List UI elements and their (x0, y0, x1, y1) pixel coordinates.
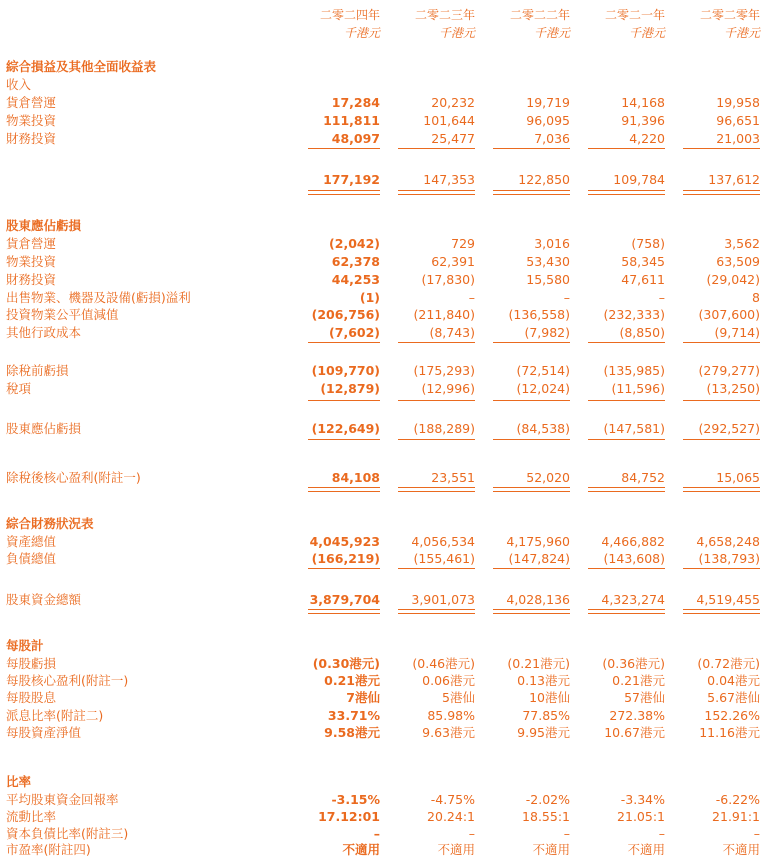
cell-value: (12,879) (320, 381, 380, 396)
row-label: 股東應佔虧損 (6, 421, 82, 436)
cell-value: 25,477 (431, 131, 475, 146)
rule-line (398, 342, 475, 343)
cell-value: 不適用 (722, 842, 760, 857)
cell-value: (166,219) (311, 551, 380, 566)
cell-value: 5港仙 (442, 690, 475, 705)
cell-value: 不適用 (342, 842, 380, 857)
rule-line (588, 190, 665, 195)
rule-line (588, 342, 665, 343)
cell-value: 17.12:01 (318, 809, 380, 824)
cell-value: (206,756) (311, 307, 380, 322)
cell-value: (12,996) (421, 381, 475, 396)
rule-line (308, 342, 380, 343)
table-row (0, 94, 767, 112)
cell-value: 52,020 (526, 470, 570, 485)
cell-value: (8,743) (429, 325, 475, 340)
cell-value: 85.98% (427, 708, 475, 723)
cell-value: 84,752 (621, 470, 665, 485)
cell-value: 0.21港元 (324, 673, 380, 688)
cell-value: (122,649) (311, 421, 380, 436)
cell-value: (138,793) (698, 551, 760, 566)
cell-value: 23,551 (431, 470, 475, 485)
table-row (0, 591, 767, 609)
year-header-2021 (605, 6, 665, 42)
cell-value: 33.71% (327, 708, 380, 723)
cell-value: 84,108 (331, 470, 380, 485)
cell-value: 177,192 (323, 172, 380, 187)
year-header-2020 (700, 6, 760, 42)
cell-value: (0.36港元) (602, 656, 665, 671)
cell-value: 0.06港元 (422, 673, 475, 688)
cell-value: (155,461) (413, 551, 475, 566)
cell-value: -2.02% (525, 792, 570, 807)
row-label: 財務投資 (6, 272, 57, 287)
cell-value: 不適用 (532, 842, 570, 857)
row-label: 每股股息 (6, 690, 57, 705)
rule-line (683, 400, 760, 401)
rule-line (588, 568, 665, 569)
cell-value: 21.05:1 (617, 809, 665, 824)
row-label: 稅項 (6, 381, 32, 396)
cell-value: 不適用 (627, 842, 665, 857)
table-row (0, 171, 767, 189)
cell-value: 4,220 (629, 131, 665, 146)
cell-value: (1) (359, 290, 380, 305)
rule-line (683, 439, 760, 440)
cell-value: 147,353 (423, 172, 475, 187)
cell-value: 不適用 (437, 842, 475, 857)
rule-line (588, 148, 665, 149)
rule-line (398, 190, 475, 195)
rule-line (308, 190, 380, 195)
cell-value: 4,466,882 (601, 534, 665, 549)
cell-value: (147,824) (508, 551, 570, 566)
table-row (0, 689, 767, 707)
unit-label: 千港元 (343, 26, 380, 40)
cell-value: 21.91:1 (712, 809, 760, 824)
cell-value: -6.22% (715, 792, 760, 807)
cell-value: 19,719 (526, 95, 570, 110)
row-label: 貨倉營運 (6, 95, 57, 110)
cell-value: (307,600) (698, 307, 760, 322)
rule-line (308, 148, 380, 149)
cell-value: 3,562 (724, 236, 760, 251)
cell-value: 19,958 (716, 95, 760, 110)
cell-value: (0.72港元) (697, 656, 760, 671)
section-title-ratios: 比率 (6, 774, 32, 789)
cell-value: (12,024) (516, 381, 570, 396)
table-row (0, 253, 767, 271)
cell-value: 91,396 (621, 113, 665, 128)
cell-value: (143,608) (603, 551, 665, 566)
cell-value: (211,840) (413, 307, 475, 322)
section-title-per-share: 每股計 (6, 638, 44, 653)
year-header-2023 (415, 6, 475, 42)
cell-value: – (563, 290, 570, 305)
cell-value: 9.95港元 (517, 725, 570, 740)
table-row (0, 130, 767, 148)
cell-value: -3.34% (620, 792, 665, 807)
cell-value: 729 (451, 236, 475, 251)
rule-line (493, 609, 570, 614)
section-title-financial-position: 綜合財務狀況表 (6, 516, 94, 531)
cell-value: (7,602) (329, 325, 380, 340)
row-label: 貨倉營運 (6, 236, 57, 251)
table-row (0, 791, 767, 809)
table-row (0, 289, 767, 307)
cell-value: 137,612 (708, 172, 760, 187)
cell-value: (2,042) (329, 236, 380, 251)
rule-line (308, 439, 380, 440)
cell-value: 4,519,455 (696, 592, 760, 607)
table-row (0, 235, 767, 253)
cell-value: 0.13港元 (517, 673, 570, 688)
cell-value: 96,651 (716, 113, 760, 128)
cell-value: (0.46港元) (412, 656, 475, 671)
rule-line (308, 609, 380, 614)
cell-value: (29,042) (706, 272, 760, 287)
rule-line (493, 190, 570, 195)
section-title-loss: 股東應佔虧損 (6, 218, 82, 233)
rule-line (493, 400, 570, 401)
cell-value: 101,644 (423, 113, 475, 128)
rule-line (683, 342, 760, 343)
row-label: 物業投資 (6, 254, 57, 269)
cell-value: (8,850) (619, 325, 665, 340)
cell-value: 3,879,704 (309, 592, 380, 607)
cell-value: 111,811 (323, 113, 380, 128)
table-row (0, 841, 767, 859)
cell-value: 17,284 (331, 95, 380, 110)
rule-line (683, 190, 760, 195)
rule-line (493, 439, 570, 440)
cell-value: 3,901,073 (411, 592, 475, 607)
cell-value: 9.63港元 (422, 725, 475, 740)
cell-value: 122,850 (518, 172, 570, 187)
cell-value: (13,250) (706, 381, 760, 396)
cell-value: – (468, 826, 475, 841)
cell-value: 152.26% (704, 708, 760, 723)
rule-line (683, 487, 760, 492)
row-label: 平均股東資金回報率 (6, 792, 119, 807)
rule-line (308, 400, 380, 401)
cell-value: (175,293) (413, 363, 475, 378)
cell-value: (0.30港元) (312, 656, 380, 671)
cell-value: 53,430 (526, 254, 570, 269)
table-row (0, 533, 767, 551)
cell-value: – (373, 826, 380, 841)
section-title-income: 綜合損益及其他全面收益表 (6, 59, 157, 74)
rule-line (588, 400, 665, 401)
row-label: 資本負債比率(附註三) (6, 826, 129, 841)
cell-value: 21,003 (716, 131, 760, 146)
row-label: 資產總值 (6, 534, 57, 549)
cell-value: 44,253 (331, 272, 380, 287)
table-row (0, 420, 767, 438)
rule-line (493, 568, 570, 569)
table-row (0, 707, 767, 725)
cell-value: 7港仙 (346, 690, 380, 705)
cell-value: (109,770) (311, 363, 380, 378)
rule-line (308, 568, 380, 569)
year-header-2022 (510, 6, 570, 42)
cell-value: (11,596) (611, 381, 665, 396)
cell-value: 62,391 (431, 254, 475, 269)
cell-value: 10.67港元 (604, 725, 665, 740)
cell-value: (147,581) (603, 421, 665, 436)
rule-line (493, 487, 570, 492)
row-label: 派息比率(附註二) (6, 708, 104, 723)
cell-value: 57港仙 (624, 690, 665, 705)
table-row (0, 271, 767, 289)
cell-value: 96,095 (526, 113, 570, 128)
cell-value: 4,045,923 (309, 534, 380, 549)
cell-value: (17,830) (421, 272, 475, 287)
cell-value: 77.85% (522, 708, 570, 723)
cell-value: 4,323,274 (601, 592, 665, 607)
year-header-2024 (320, 6, 380, 42)
row-label: 負債總值 (6, 551, 57, 566)
year-label: 二零二二年 (509, 8, 570, 22)
cell-value: 58,345 (621, 254, 665, 269)
rule-line (588, 487, 665, 492)
rule-line (398, 148, 475, 149)
year-label: 二零二四年 (319, 8, 380, 22)
table-row (0, 655, 767, 673)
year-label: 二零二零年 (699, 8, 760, 22)
cell-value: (84,538) (516, 421, 570, 436)
cell-value: 5.67港仙 (707, 690, 760, 705)
unit-label: 千港元 (723, 26, 760, 40)
rule-line (683, 148, 760, 149)
cell-value: (72,514) (516, 363, 570, 378)
cell-value: 15,580 (526, 272, 570, 287)
table-row (0, 808, 767, 826)
row-label: 流動比率 (6, 809, 57, 824)
rule-line (308, 487, 380, 492)
cell-value: – (658, 826, 665, 841)
table-row (0, 112, 767, 130)
cell-value: (0.21港元) (507, 656, 570, 671)
rule-line (398, 487, 475, 492)
cell-value: 0.21港元 (612, 673, 665, 688)
cell-value: 9.58港元 (324, 725, 380, 740)
row-label: 其他行政成本 (6, 325, 82, 340)
row-label: 財務投資 (6, 131, 57, 146)
unit-label: 千港元 (438, 26, 475, 40)
cell-value: (292,527) (698, 421, 760, 436)
row-label: 除稅後核心盈利(附註一) (6, 470, 141, 485)
cell-value: 10港仙 (529, 690, 570, 705)
row-label: 出售物業、機器及設備(虧損)溢利 (6, 290, 191, 305)
rule-line (588, 439, 665, 440)
cell-value: – (753, 826, 760, 841)
cell-value: 15,065 (716, 470, 760, 485)
cell-value: 20.24:1 (427, 809, 475, 824)
cell-value: (9,714) (714, 325, 760, 340)
cell-value: (758) (631, 236, 665, 251)
rule-line (683, 609, 760, 614)
cell-value: 4,056,534 (411, 534, 475, 549)
rule-line (683, 568, 760, 569)
rule-line (398, 439, 475, 440)
cell-value: 20,232 (431, 95, 475, 110)
cell-value: 63,509 (716, 254, 760, 269)
cell-value: 272.38% (609, 708, 665, 723)
cell-value: -3.15% (331, 792, 380, 807)
cell-value: 4,658,248 (696, 534, 760, 549)
cell-value: – (468, 290, 475, 305)
rule-line (493, 342, 570, 343)
row-label: 市盈率(附註四) (6, 842, 91, 857)
table-row (0, 380, 767, 398)
cell-value: 48,097 (331, 131, 380, 146)
cell-value: 4,175,960 (506, 534, 570, 549)
cell-value: 0.04港元 (707, 673, 760, 688)
year-label: 二零二一年 (604, 8, 665, 22)
unit-label: 千港元 (628, 26, 665, 40)
cell-value: (232,333) (603, 307, 665, 322)
rule-line (493, 148, 570, 149)
table-row (0, 672, 767, 690)
cell-value: 18.55:1 (522, 809, 570, 824)
cell-value: 14,168 (621, 95, 665, 110)
table-row (0, 324, 767, 342)
cell-value: 109,784 (613, 172, 665, 187)
cell-value: 47,611 (621, 272, 665, 287)
cell-value: (136,558) (508, 307, 570, 322)
rule-line (398, 609, 475, 614)
cell-value: 7,036 (534, 131, 570, 146)
row-label: 除稅前虧損 (6, 363, 69, 378)
row-label: 物業投資 (6, 113, 57, 128)
cell-value: 8 (752, 290, 760, 305)
cell-value: – (563, 826, 570, 841)
rule-line (588, 609, 665, 614)
table-row (0, 469, 767, 487)
cell-value: 62,378 (331, 254, 380, 269)
rule-line (398, 568, 475, 569)
unit-label: 千港元 (533, 26, 570, 40)
cell-value: (188,289) (413, 421, 475, 436)
cell-value: -4.75% (430, 792, 475, 807)
table-row (0, 306, 767, 324)
row-label: 每股資產淨值 (6, 725, 82, 740)
row-label: 投資物業公平值減值 (6, 307, 119, 322)
cell-value: 4,028,136 (506, 592, 570, 607)
table-row (0, 550, 767, 568)
cell-value: 11.16港元 (699, 725, 760, 740)
rule-line (398, 400, 475, 401)
cell-value: – (658, 290, 665, 305)
cell-value: (7,982) (524, 325, 570, 340)
cell-value: (279,277) (698, 363, 760, 378)
row-label: 股東資金總額 (6, 592, 82, 607)
table-row (0, 362, 767, 380)
cell-value: (135,985) (603, 363, 665, 378)
section-subtitle-revenue: 收入 (6, 77, 32, 92)
cell-value: 3,016 (534, 236, 570, 251)
row-label: 每股虧損 (6, 656, 57, 671)
year-label: 二零二三年 (414, 8, 475, 22)
row-label: 每股核心盈利(附註一) (6, 673, 129, 688)
table-row (0, 724, 767, 742)
